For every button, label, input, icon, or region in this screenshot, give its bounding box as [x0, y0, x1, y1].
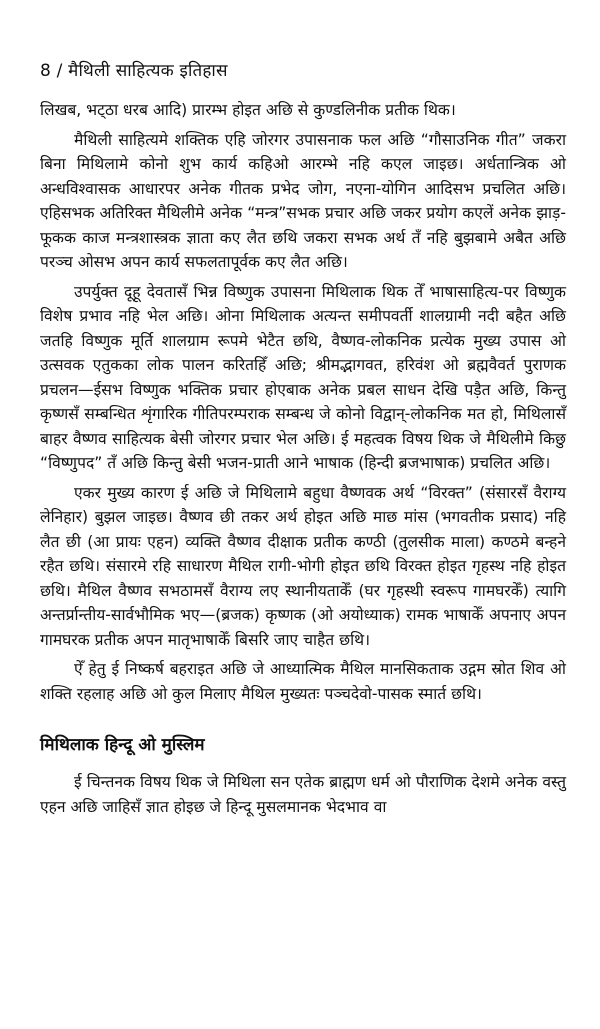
running-head: 8 / मैथिली साहित्यक इतिहास: [40, 61, 228, 81]
paragraph-continuation: लिखब, भट्‌ठा धरब आदि) प्रारम्भ होइत अछि से कुण्डलिनीक प्रतीक थिक।: [40, 101, 456, 119]
paragraph-conclusion: ऐँ हेतु ई निष्कर्ष बहराइत अछि जे आध्यात्मिक मैथिल मानसिकताक उद्गम स्रोत शिव ओ शक्ति रहलाह अछि ओ कुल मिलाए मैथिल मुख्यतः पञ्चदेवो-पासक स्मार्त छथि।: [40, 660, 566, 703]
paragraph-section-start: ई चिन्तनक विषय थिक जे मिथिला सन एतेक ब्राह्मण धर्म ओ पौराणिक देशमे अनेक वस्तु एहन अछि जाहिसँ ज्ञात होइछ जे हिन्दू मुसलमानक भेदभाव वा: [40, 773, 566, 816]
paragraph-shakti-worship: मैथिली साहित्यमे शक्तिक एहि जोरगर उपासनाक फल अछि “गौसाउनिक गीत” जकरा बिना मिथिलामे कोनो शुभ कार्य कहिओ आरम्भे नहि कएल जाइछ। अर्धतान्त्रिक ओ अन्धविश्वासक आधारपर अनेक गीतक प्रभेद जोग, नएना-योगिन आदिसभ प्रचलित अछि। एहिसभक अतिरिक्त मैथिलीमे अनेक “मन्त्र”सभक प्रचार अछि जकर प्रयोग कएलें अनेक झाड़-फूकक काज मन्त्रशास्त्रक ज्ञाता कए लैत छथि जकरा सभक अर्थ तँ नहि बुझबामे अबैत अछि परञ्च ओसभ अपन कार्य सफलतापूर्वक कए लैत अछि।: [40, 130, 566, 271]
paragraph-vaishnava-meaning: एकर मुख्य कारण ई अछि जे मिथिलामे बहुधा वैष्णवक अर्थ “विरक्त” (संसारसँ वैराग्य लेनिहार) बुझल जाइछ। वैष्णव छी तकर अर्थ होइत अछि माछ मांस (भगवतीक प्रसाद) नहि लैत छी (आ प्रायः एहन) व्यक्ति वैष्णव दीक्षाक प्रतीक कण्ठी (तुलसीक माला) कण्ठमे बन्हने रहैत छथि। संसारमे रहि साधारण मैथिल रागी-भोगी होइत छथि विरक्त होइत गृहस्थ नहि होइत छथि। मैथिल वैष्णव सभठामसँ वैराग्य लए स्थानीयताकेँ (घर गृहस्थी स्वरूप गामघरकेँ) त्यागि अन्तर्प्रान्तीय-सार्वभौमिक भए—(ब्रजक) कृष्णक (ओ अयोध्याक) रामक भाषाकेँ अपनाए अपन गामघरक प्रतीक अपन मातृभाषाकेँ बिसरि जाए चाहैत छथि।: [40, 483, 566, 649]
paragraph-vishnu-worship: उपर्युक्त दूहू देवतासँ भिन्न विष्णुक उपासना मिथिलाक थिक तेँ भाषासाहित्य-पर विष्णुक विशेष प्रभाव नहि भेल अछि। ओना मिथिलाक अत्यन्त समीपवर्ती शालग्रामी नदी बहैत अछि जतहि विष्णुक मूर्ति शालग्राम रूपमे भेटैत छथि, वैष्णव-लोकनिक प्रत्येक मुख्य उपास ओ उत्सवक एतुकका लोक पालन करितहिँ अछि; श्रीमद्भागवत, हरिवंश ओ ब्रह्मवैवर्त पुराणक प्रचलन—ईसभ विष्णुक भक्तिक प्रचार होएबाक अनेक प्रबल साधन देखि पड़ैत अछि, किन्तु कृष्णसँ सम्बन्धित शृंगारिक गीतिपरम्पराक सम्बन्ध जे कोनो विद्वान्-लोकनिक मत हो, मिथिलासँ बाहर वैष्णव साहित्यक बेसी जोरगर प्रचार भेल अछि। ई महत्वक विषय थिक जे मैथिलीमे किछु “विष्णुपद” तँ अछि किन्तु बेसी भजन-प्राती आने भाषाक (हिन्दी ब्रजभाषाक) प्रचलित अछि।: [40, 282, 566, 472]
body-text: [40, 98, 566, 824]
section-heading: मिथिलाक हिन्दू ओ मुस्लिम: [40, 735, 205, 755]
